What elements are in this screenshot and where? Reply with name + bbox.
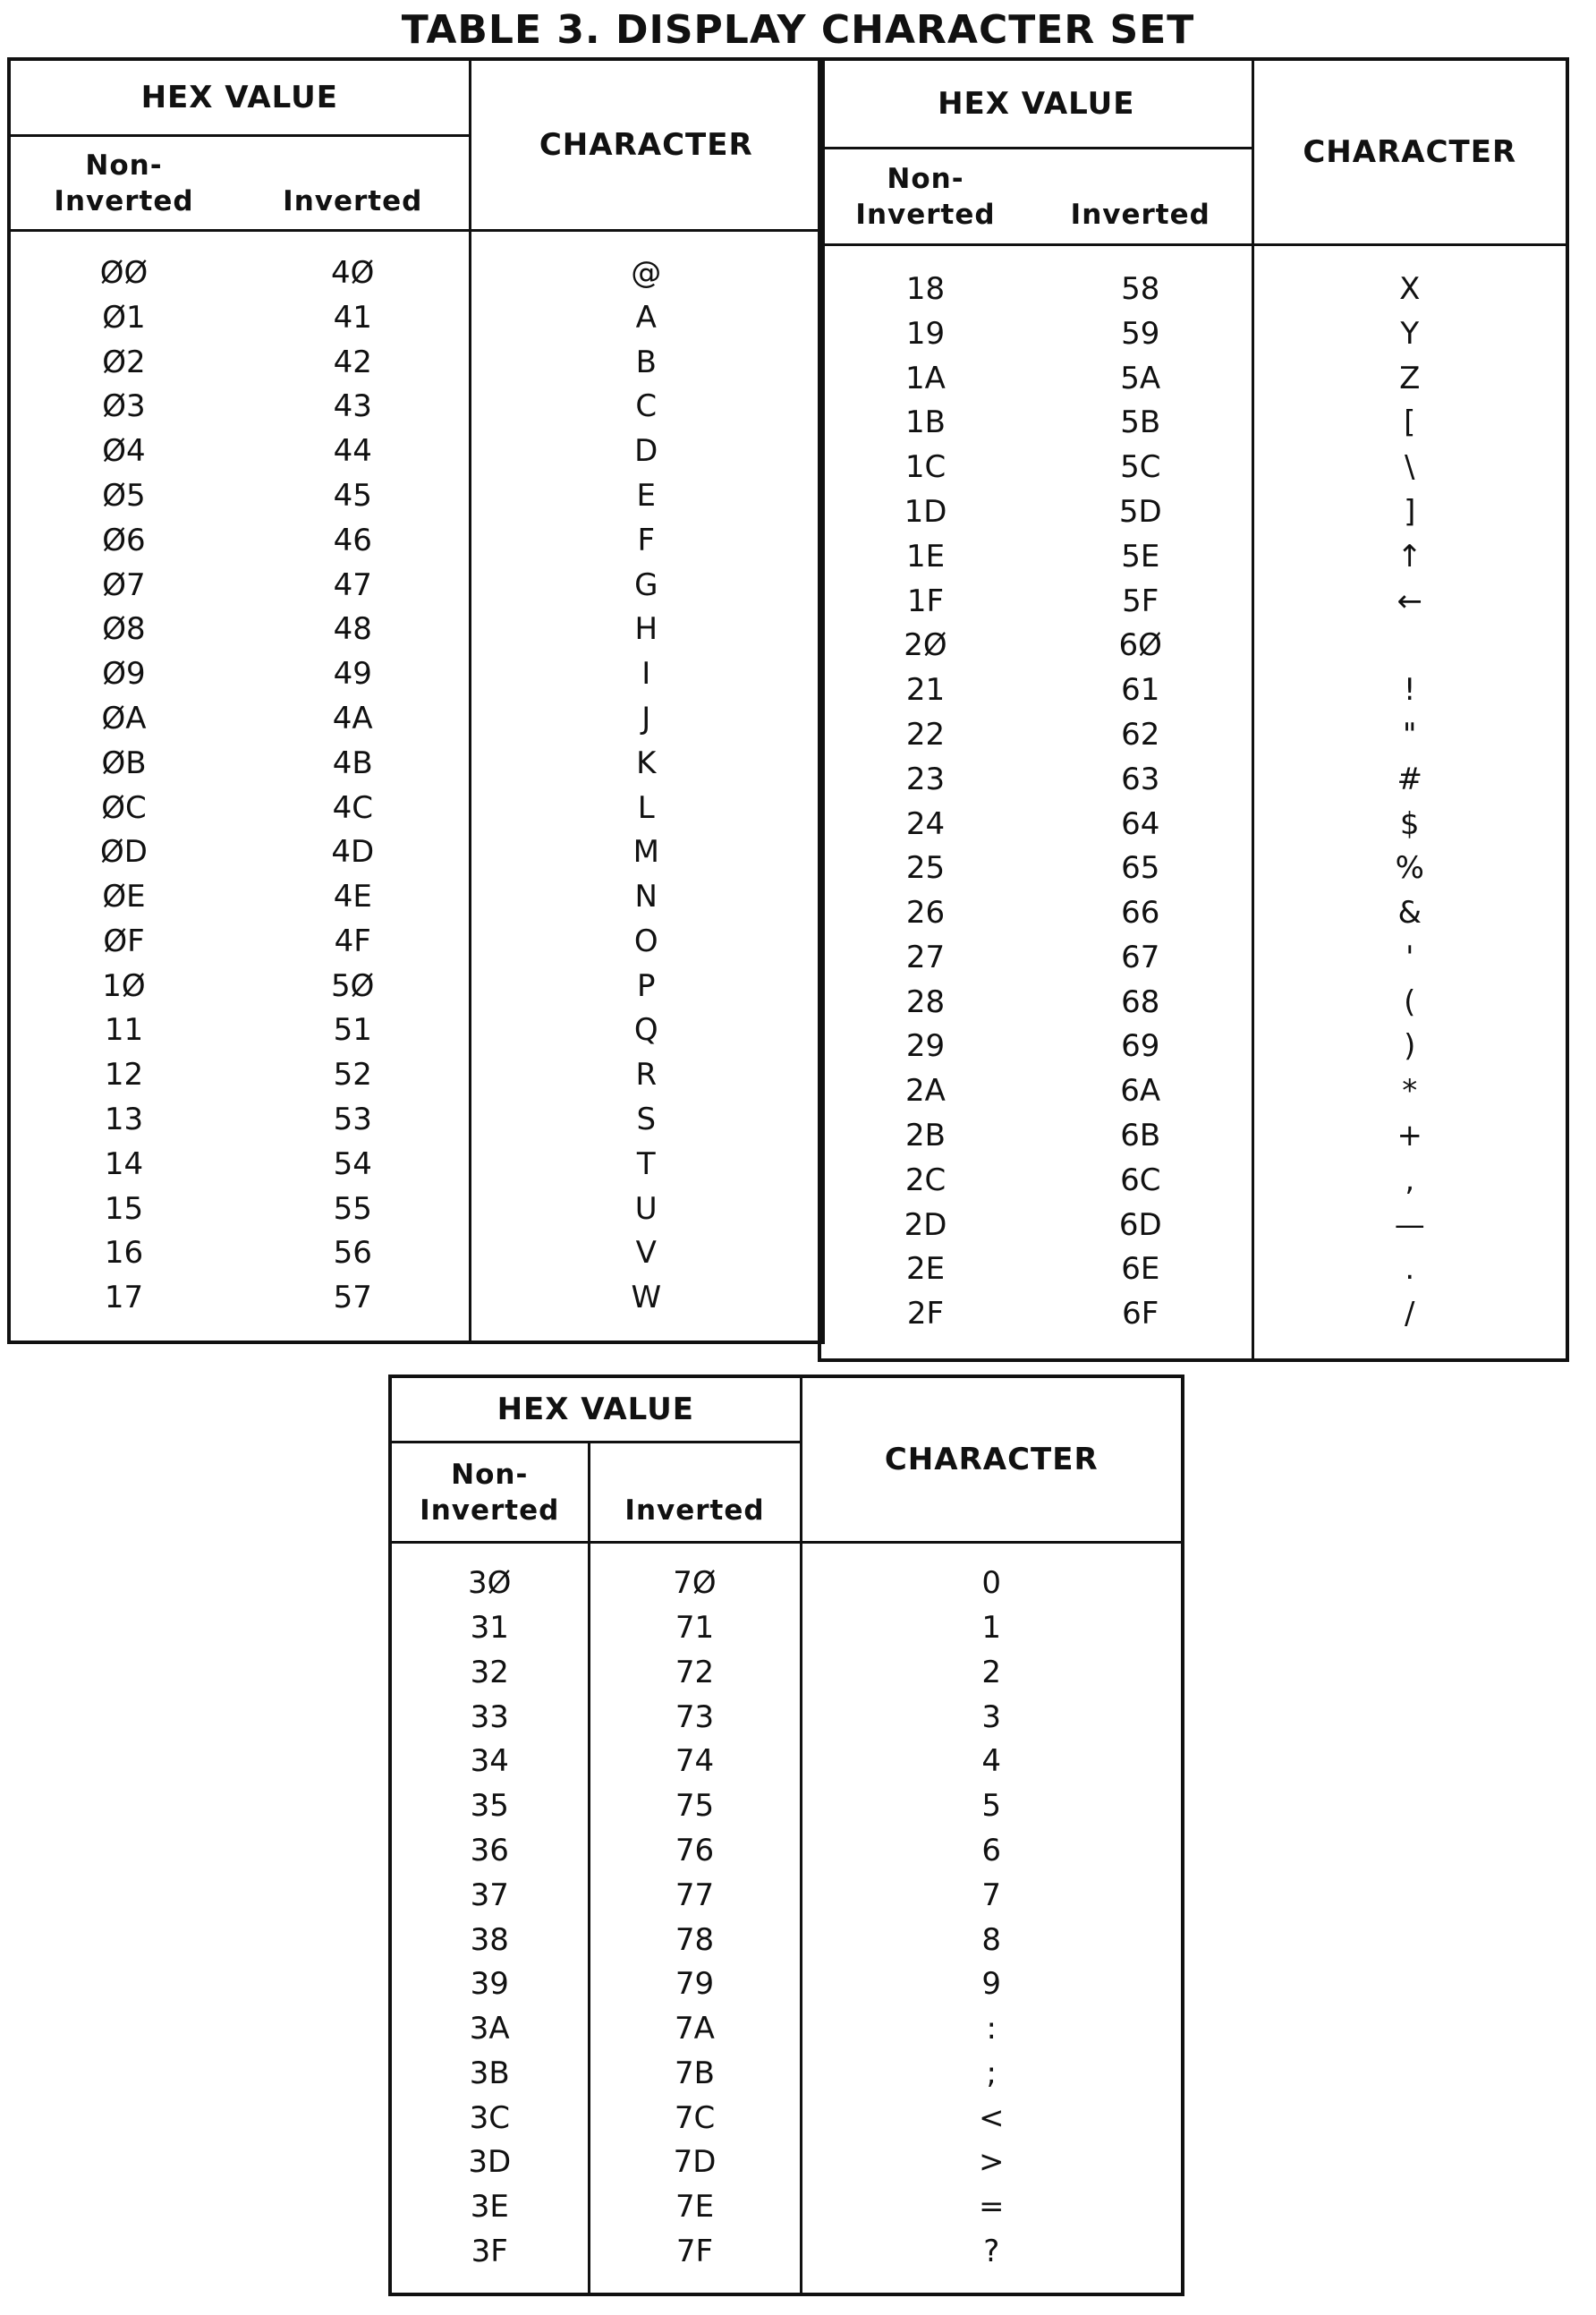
table-cell: 3A	[469, 2011, 510, 2047]
table-cell: 2D	[904, 1206, 947, 1243]
character-header: CHARACTER	[801, 1376, 1183, 1543]
table-cell: 17	[104, 1280, 144, 1316]
table-cell: 76	[675, 1832, 715, 1868]
table-cell: 71	[675, 1609, 715, 1646]
table-cell: 42	[333, 344, 372, 380]
table-cell: 26	[905, 895, 946, 932]
table-cell: 1A	[905, 360, 946, 396]
table-cell: 7E	[675, 2189, 715, 2226]
table-cell: 1F	[906, 583, 945, 619]
table-cell: 38	[470, 1921, 509, 1958]
table-cell: 77	[675, 1877, 715, 1913]
table-cell: ØF	[103, 923, 145, 959]
table-cell: 5F	[1122, 583, 1159, 619]
table-cell: 3C	[469, 2099, 510, 2136]
table-cell: 45	[333, 477, 372, 514]
page-title: TABLE 3. DISPLAY CHARACTER SET	[401, 7, 1195, 53]
table-cell: 12	[104, 1057, 144, 1094]
table-cell: 3	[981, 1698, 1002, 1735]
table-cell: (	[1404, 983, 1416, 1020]
table-cell: 39	[470, 1966, 509, 2003]
table-cell: 63	[1121, 761, 1160, 797]
table-cell: ØA	[101, 700, 147, 736]
table-cell: +	[1396, 1118, 1422, 1154]
table-cell: 2A	[905, 1073, 946, 1110]
table-cell: 33	[470, 1698, 509, 1735]
table-cell: Ø4	[102, 433, 146, 470]
table-cell: Ø2	[102, 344, 146, 380]
table-cell: 72	[675, 1654, 715, 1690]
table-cell: 2E	[905, 1251, 946, 1288]
table-cell: 3D	[468, 2144, 512, 2181]
table-cell: I	[641, 656, 651, 693]
table-cell: Ø1	[102, 299, 146, 336]
table-cell: Ø5	[102, 477, 146, 514]
table-cell: 5D	[1118, 493, 1162, 530]
table-cell: 78	[675, 1921, 715, 1958]
table-cell: R	[635, 1057, 658, 1094]
table-cell: 2B	[905, 1118, 946, 1154]
table-cell: 3Ø	[468, 1565, 512, 1602]
hex-value-header: HEX VALUE	[819, 59, 1252, 149]
table-cell: 4E	[333, 879, 372, 915]
table-cell: 6C	[1120, 1162, 1161, 1198]
table-cell: <	[979, 2099, 1005, 2136]
table-cell: $	[1399, 805, 1420, 842]
table-cell: *	[1402, 1073, 1418, 1110]
table-cell: 6B	[1120, 1118, 1161, 1154]
inverted-header: Inverted	[237, 136, 470, 231]
table-cell: 28	[905, 983, 946, 1020]
table-cell: L	[637, 789, 655, 826]
table-cell: 2F	[906, 1296, 945, 1332]
table-cell: 58	[1121, 270, 1160, 307]
inverted-header: Inverted	[1030, 149, 1252, 245]
table-cell: 7D	[673, 2144, 717, 2181]
table-cell: 6	[981, 1832, 1002, 1868]
table-cell: 41	[333, 299, 372, 336]
table-cell: U	[634, 1190, 658, 1227]
table-cell: A	[635, 299, 657, 336]
table-cell: S	[636, 1102, 657, 1138]
table-cell: 4A	[332, 700, 373, 736]
table-cell: 22	[905, 716, 946, 753]
table-cell: 55	[333, 1190, 372, 1227]
table-cell: 4C	[332, 789, 373, 826]
table-cell: ↑	[1396, 538, 1422, 574]
table-cell: 7	[981, 1877, 1002, 1913]
table-cell: /	[1405, 1296, 1415, 1332]
table-cell: 49	[333, 656, 372, 693]
table-cell: F	[637, 522, 656, 558]
table-cell: 3F	[471, 2234, 508, 2270]
table-cell: ØC	[101, 789, 147, 826]
table-cell: %	[1395, 850, 1424, 887]
table-cell: T	[636, 1145, 656, 1182]
table-cell: J	[641, 700, 651, 736]
table-cell: "	[1402, 716, 1417, 753]
table-cell: Ø6	[102, 522, 146, 558]
table-cell: 7C	[674, 2099, 716, 2136]
char-table-3	[388, 1375, 1184, 2296]
table-cell: 11	[104, 1012, 144, 1049]
table-cell: X	[1399, 270, 1421, 307]
table-cell: 6Ø	[1118, 627, 1162, 664]
table-cell: #	[1396, 761, 1422, 797]
table-cell: 1B	[905, 404, 946, 441]
table-cell: D	[634, 433, 658, 470]
table-cell: 18	[905, 270, 946, 307]
table-cell: ØD	[100, 834, 148, 871]
table-cell: 44	[333, 433, 372, 470]
table-cell: 6A	[1120, 1073, 1161, 1110]
table-cell: 73	[675, 1698, 715, 1735]
table-cell: 4	[981, 1743, 1002, 1780]
table-cell: 37	[470, 1877, 509, 1913]
table-cell: 0	[981, 1565, 1002, 1602]
character-header: CHARACTER	[470, 59, 823, 231]
table-cell: >	[979, 2144, 1005, 2181]
hex-value-header: HEX VALUE	[390, 1376, 801, 1443]
table-cell: !	[1403, 672, 1416, 709]
table-cell: 1E	[905, 538, 946, 574]
table-cell: 35	[470, 1788, 509, 1825]
table-cell: 8	[981, 1921, 1002, 1958]
table-cell: 2	[981, 1654, 1002, 1690]
table-cell: 56	[333, 1235, 372, 1272]
character-header: CHARACTER	[1252, 59, 1567, 245]
inverted-column	[590, 1562, 800, 2275]
table-cell: 25	[905, 850, 946, 887]
table-cell: 4B	[332, 745, 373, 781]
hex-value-header: HEX VALUE	[9, 59, 470, 136]
inverted-column	[237, 251, 469, 1321]
table-cell: 4D	[331, 834, 375, 871]
table-cell: 3E	[470, 2189, 509, 2226]
table-cell: ØB	[101, 745, 147, 781]
table-cell: 62	[1121, 716, 1160, 753]
table-cell: Ø7	[102, 566, 146, 603]
inverted-header: Inverted	[589, 1443, 801, 1543]
table-cell: '	[1405, 939, 1414, 975]
table-cell: :	[986, 2011, 997, 2047]
table-cell: 7B	[675, 2055, 715, 2091]
non-inverted-header: Non- Inverted	[9, 136, 237, 231]
char-table-1	[7, 57, 825, 1344]
character-column	[1254, 268, 1566, 1337]
table-cell: 48	[333, 611, 372, 648]
table-cell: 1C	[904, 449, 947, 486]
inverted-column	[1030, 268, 1252, 1337]
table-cell: 51	[333, 1012, 372, 1049]
table-cell: C	[635, 388, 658, 425]
table-cell: 54	[333, 1145, 372, 1182]
table-cell: 67	[1121, 939, 1160, 975]
table-cell: 7A	[675, 2011, 715, 2047]
table-cell: —	[1394, 1206, 1425, 1243]
table-cell: G	[634, 566, 658, 603]
table-cell: 5Ø	[331, 967, 375, 1004]
table-cell: ←	[1396, 583, 1422, 619]
table-cell: Y	[1400, 315, 1420, 352]
table-cell: 7F	[675, 2234, 714, 2270]
table-cell: 5B	[1120, 404, 1161, 441]
table-cell: Ø8	[102, 611, 146, 648]
table-cell: \	[1405, 449, 1415, 486]
table-cell: [	[1404, 404, 1416, 441]
table-cell: Z	[1399, 360, 1421, 396]
table-cell: Ø3	[102, 388, 146, 425]
table-cell: 66	[1121, 895, 1160, 932]
table-cell: @	[631, 254, 662, 291]
table-cell: 19	[905, 315, 946, 352]
non-inverted-column	[11, 251, 237, 1321]
table-cell: 57	[333, 1280, 372, 1316]
table-cell: =	[979, 2189, 1005, 2226]
table-cell: 64	[1121, 805, 1160, 842]
table-cell: 47	[333, 566, 372, 603]
table-cell: )	[1404, 1028, 1416, 1065]
table-cell: 65	[1121, 850, 1160, 887]
table-cell: ØØ	[99, 254, 149, 291]
table-cell: 21	[905, 672, 946, 709]
table-cell: M	[632, 834, 659, 871]
table-cell: 75	[675, 1788, 715, 1825]
table-cell: N	[634, 879, 658, 915]
table-cell: 1Ø	[102, 967, 146, 1004]
table-cell: 9	[981, 1966, 1002, 2003]
table-cell: .	[1405, 1251, 1415, 1288]
non-inverted-column	[392, 1562, 588, 2275]
table-cell: 5C	[1120, 449, 1161, 486]
table-cell: 68	[1121, 983, 1160, 1020]
table-cell: 7Ø	[673, 1565, 717, 1602]
table-cell: E	[636, 477, 656, 514]
table-cell: 23	[905, 761, 946, 797]
table-cell: 4F	[334, 923, 371, 959]
table-cell: 27	[905, 939, 946, 975]
table-cell: 15	[104, 1190, 144, 1227]
table-cell: K	[636, 745, 657, 781]
table-cell: 32	[470, 1654, 509, 1690]
table-cell: 79	[675, 1966, 715, 2003]
table-cell: 1	[981, 1609, 1002, 1646]
table-cell: 6F	[1122, 1296, 1159, 1332]
table-cell: 46	[333, 522, 372, 558]
table-cell: 2Ø	[904, 627, 947, 664]
table-cell: O	[633, 923, 658, 959]
table-cell: 5E	[1121, 538, 1160, 574]
non-inverted-header: Non- Inverted	[390, 1443, 589, 1543]
table-cell: 74	[675, 1743, 715, 1780]
table-cell: 6E	[1121, 1251, 1160, 1288]
table-cell: W	[631, 1280, 662, 1316]
char-table-2	[818, 57, 1569, 1362]
table-cell: 43	[333, 388, 372, 425]
table-cell: 24	[905, 805, 946, 842]
table-cell: 53	[333, 1102, 372, 1138]
table-cell: 61	[1121, 672, 1160, 709]
table-cell: Q	[633, 1012, 658, 1049]
table-cell: 6D	[1118, 1206, 1162, 1243]
table-cell: 31	[470, 1609, 509, 1646]
non-inverted-header: Non- Inverted	[819, 149, 1030, 245]
table-cell: 59	[1121, 315, 1160, 352]
table-cell: V	[635, 1235, 657, 1272]
table-cell: &	[1397, 895, 1422, 932]
table-cell: ,	[1405, 1162, 1415, 1198]
table-cell: 4Ø	[331, 254, 375, 291]
table-cell: 29	[905, 1028, 946, 1065]
table-cell: 1D	[904, 493, 947, 530]
table-cell: H	[634, 611, 658, 648]
table-cell: ;	[986, 2055, 997, 2091]
table-cell: B	[635, 344, 657, 380]
table-cell: 69	[1121, 1028, 1160, 1065]
table-cell: Ø9	[102, 656, 146, 693]
table-cell: 14	[104, 1145, 144, 1182]
character-column	[471, 251, 822, 1321]
non-inverted-column	[821, 268, 1030, 1337]
table-cell: 2C	[904, 1162, 947, 1198]
table-cell: ?	[983, 2234, 1000, 2270]
table-cell: 36	[470, 1832, 509, 1868]
table-cell: 16	[104, 1235, 144, 1272]
table-cell: 3B	[469, 2055, 510, 2091]
table-cell: P	[636, 967, 656, 1004]
table-cell: ]	[1404, 493, 1416, 530]
table-cell: 52	[333, 1057, 372, 1094]
table-cell: 34	[470, 1743, 509, 1780]
character-column	[802, 1562, 1182, 2275]
table-cell: 5	[981, 1788, 1002, 1825]
table-cell: 13	[104, 1102, 144, 1138]
table-cell: 5A	[1120, 360, 1161, 396]
table-cell: ØE	[102, 879, 146, 915]
